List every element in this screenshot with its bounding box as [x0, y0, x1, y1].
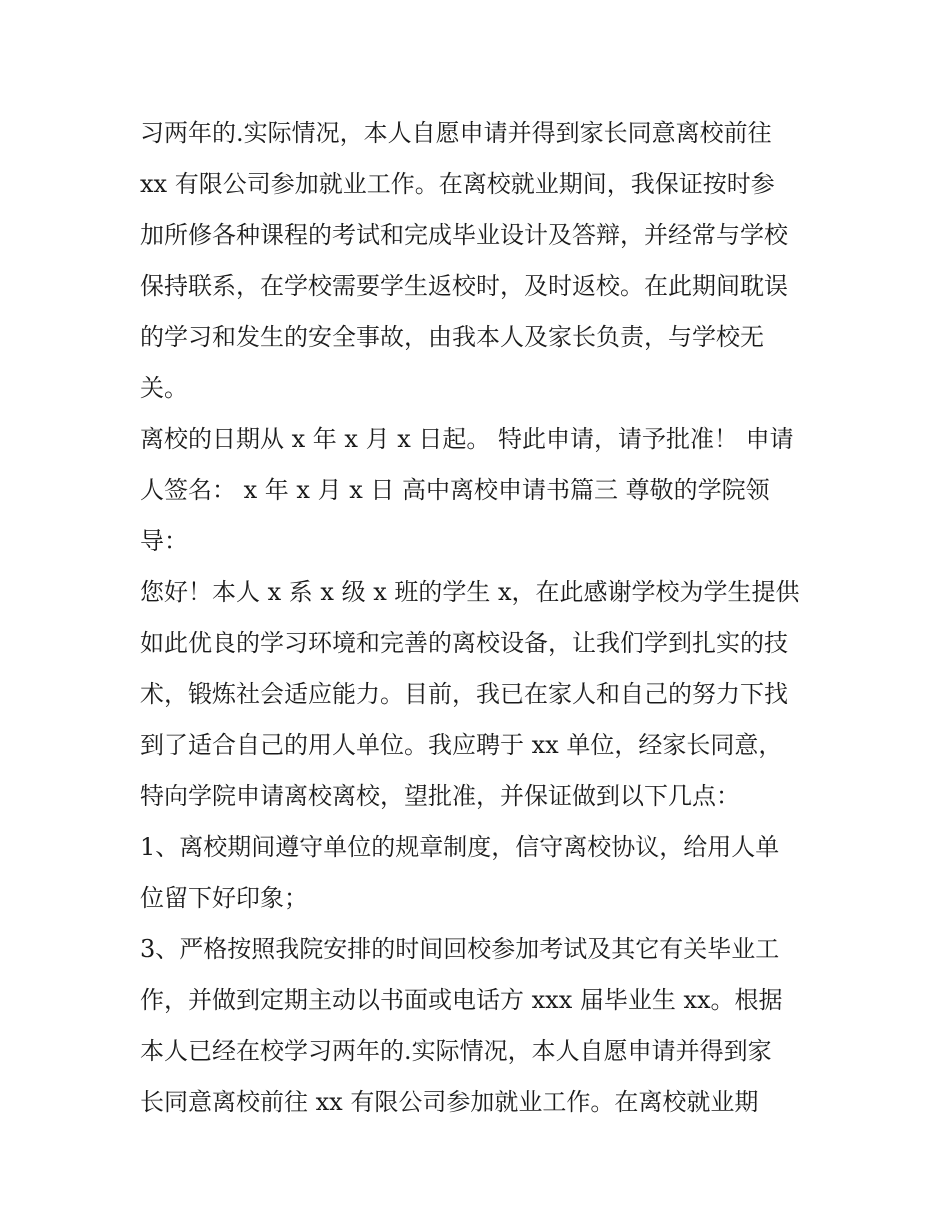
- text-line: 导：: [140, 527, 188, 555]
- text-line: 术，锻炼社会适应能力。目前，我已在家人和自己的努力下找: [140, 680, 788, 708]
- text-line: 3、严格按照我院安排的时间回校参加考试及其它有关毕业工: [140, 935, 780, 963]
- text-line: 特向学院申请离校离校，望批准，并保证做到以下几点：: [140, 782, 740, 810]
- text-line: 长同意离校前往 xx 有限公司参加就业工作。在离校就业期: [140, 1088, 759, 1116]
- text-line: 人签名： x 年 x 月 x 日 高中离校申请书篇三 尊敬的学院领: [140, 476, 770, 504]
- text-line: 加所修各种课程的考试和完成毕业设计及答辩，并经常与学校: [140, 221, 788, 249]
- text-line: 作，并做到定期主动以书面或电话方 xxx 届毕业生 xx。根据: [140, 986, 783, 1014]
- text-line: xx 有限公司参加就业工作。在离校就业期间，我保证按时参: [140, 170, 775, 198]
- document-body: [140, 108, 820, 1128]
- text-line: 保持联系，在学校需要学生返校时，及时返校。在此期间耽误: [140, 272, 788, 300]
- text-line: 关。: [140, 374, 188, 402]
- text-line: 如此优良的学习环境和完善的离校设备，让我们学到扎实的技: [140, 629, 788, 657]
- text-line: 本人已经在校学习两年的.实际情况，本人自愿申请并得到家: [140, 1037, 772, 1065]
- text-line: 离校的日期从 x 年 x 月 x 日起。 特此申请，请予批准！ 申请: [140, 425, 794, 453]
- text-line: 习两年的.实际情况，本人自愿申请并得到家长同意离校前往: [140, 119, 772, 147]
- text-line: 1、离校期间遵守单位的规章制度，信守离校协议，给用人单: [140, 833, 780, 861]
- text-line: 位留下好印象；: [140, 884, 308, 912]
- text-line: 的学习和发生的安全事故，由我本人及家长负责，与学校无: [140, 323, 764, 351]
- text-line: 到了适合自己的用人单位。我应聘于 xx 单位，经家长同意，: [140, 731, 783, 759]
- text-line: 您好！本人 x 系 x 级 x 班的学生 x，在此感谢学校为学生提供: [140, 578, 800, 606]
